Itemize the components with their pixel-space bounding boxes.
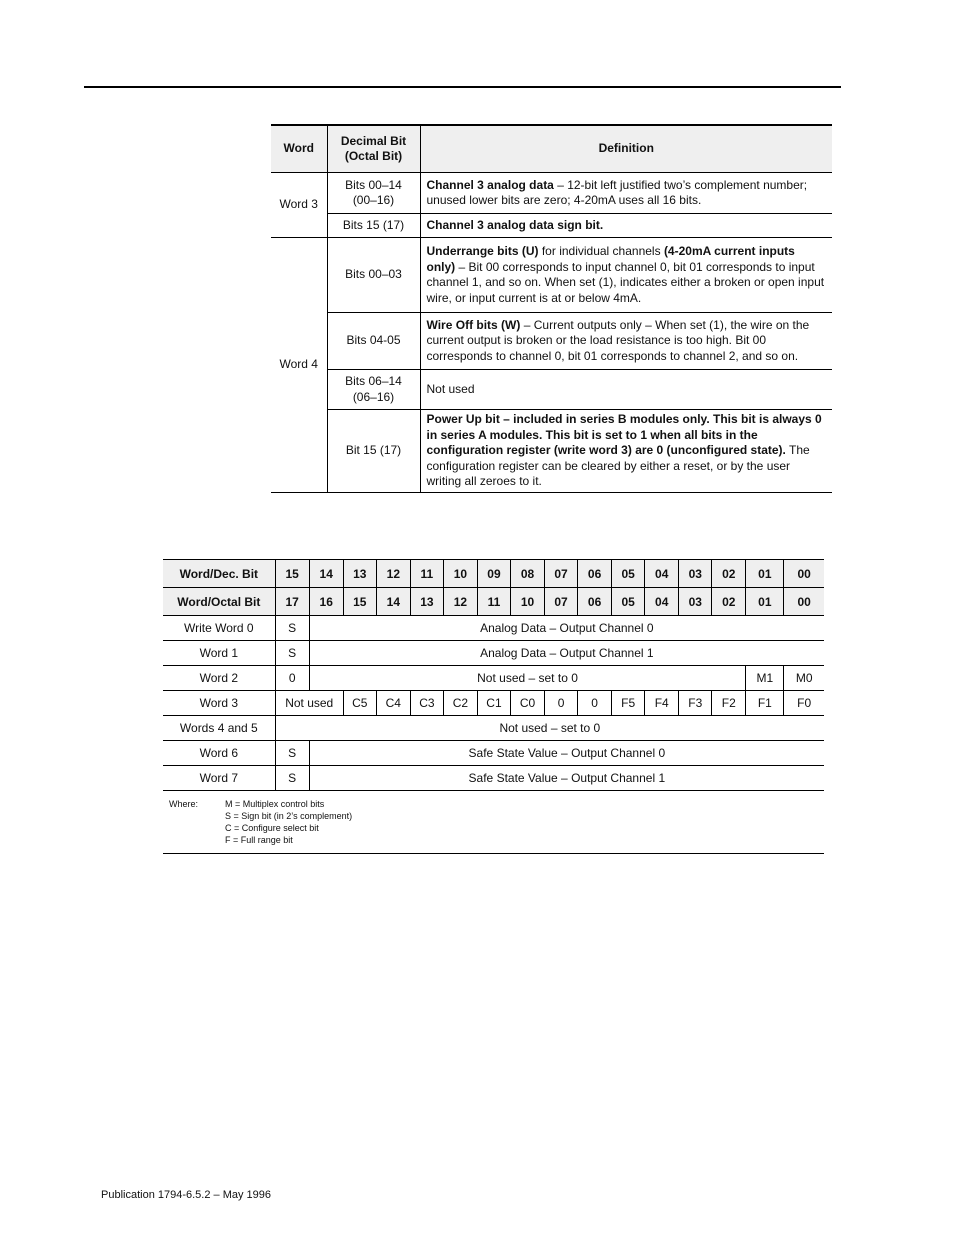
word3-def-a: [420, 173, 832, 214]
word3-label: Word 3: [271, 173, 327, 238]
word3-bit-cell: F3: [679, 691, 712, 716]
table-row: [163, 741, 824, 766]
header-bit: Decimal Bit (Octal Bit): [327, 125, 420, 173]
word2-bit15: 0: [275, 666, 309, 691]
octal-bit-cell: 00: [784, 588, 824, 616]
words45-data: Not used – set to 0: [275, 716, 824, 741]
decimal-bit-cell: 02: [712, 560, 746, 588]
table-row: [271, 410, 832, 493]
table-row: [271, 370, 832, 410]
table-row: [271, 214, 832, 238]
table-row: [271, 238, 832, 313]
table-row: [163, 616, 824, 641]
word3-bit-cell: F5: [612, 691, 645, 716]
word3-bit-cell: C2: [443, 691, 477, 716]
word3-def-a-bold: Channel 3 analog data: [426, 177, 554, 192]
word4-label: Word 4: [271, 238, 327, 493]
words45-label: Words 4 and 5: [163, 716, 275, 741]
decimal-bit-header-row: [163, 560, 824, 588]
write-word-bit-table: [163, 559, 824, 791]
table-row: [163, 766, 824, 791]
write-word0-label: Write Word 0: [163, 616, 275, 641]
word6-sign: S: [275, 741, 309, 766]
octal-bit-header-row: [163, 588, 824, 616]
word4-def-a-bold1: Underrange bits (U): [426, 244, 539, 258]
decimal-bit-cell: 08: [510, 560, 544, 588]
octal-bit-cell: 04: [645, 588, 679, 616]
word2-m1: M1: [746, 666, 784, 691]
word-definitions-table: [271, 124, 832, 493]
header-word: Word: [271, 125, 327, 173]
word3-bit-cell: C0: [510, 691, 544, 716]
octal-bit-cell: 11: [477, 588, 510, 616]
word3-bit-cell: F1: [746, 691, 784, 716]
word2-data: Not used – set to 0: [309, 666, 746, 691]
decimal-bit-cell: 10: [443, 560, 477, 588]
legend-item: M = Multiplex control bits: [225, 799, 325, 809]
legend-item: F = Full range bit: [225, 835, 293, 845]
word6-data: Safe State Value – Output Channel 0: [309, 741, 824, 766]
octal-bit-cell: 01: [746, 588, 784, 616]
word4-def-b: [420, 313, 832, 370]
word4-bits-a: Bits 00–03: [327, 238, 420, 313]
bit-legend: [163, 797, 824, 854]
decimal-bit-cell: 00: [784, 560, 824, 588]
word4-def-b-bold: Wire Off bits (W): [426, 317, 521, 332]
word3-bit-cell: 0: [578, 691, 612, 716]
octal-bit-cell: 16: [309, 588, 343, 616]
word4-bits-d: Bit 15 (17): [327, 410, 420, 493]
word2-m0: M0: [784, 666, 824, 691]
decimal-bit-cell: 05: [612, 560, 645, 588]
table-row: [163, 691, 824, 716]
oct-bit-label: Word/Octal Bit: [163, 588, 275, 616]
octal-bit-cell: 03: [679, 588, 712, 616]
octal-bit-cell: 05: [612, 588, 645, 616]
decimal-bit-cell: 12: [376, 560, 410, 588]
word3-def-b: [420, 214, 832, 238]
table-row: [163, 641, 824, 666]
word1-label: Word 1: [163, 641, 275, 666]
octal-bit-cell: 15: [343, 588, 376, 616]
word7-data: Safe State Value – Output Channel 1: [309, 766, 824, 791]
word3-bit-cell: C4: [376, 691, 410, 716]
decimal-bit-cell: 13: [343, 560, 376, 588]
decimal-bit-cell: 11: [410, 560, 443, 588]
table-row: [271, 313, 832, 370]
word4-def-c: Not used: [420, 370, 832, 410]
word6-label: Word 6: [163, 741, 275, 766]
table-row: [271, 173, 832, 214]
octal-bit-cell: 12: [443, 588, 477, 616]
word4-def-b-text: – Current outputs only – When set (1), the wire on the current output is broken or the load resistance is too high. Bit 00 corresponds to channel 0, bit 01 corresponds to channel 2, and so on.: [426, 317, 810, 363]
word3-bit-cell: F0: [784, 691, 824, 716]
word3-bit-cell: C3: [410, 691, 443, 716]
word7-label: Word 7: [163, 766, 275, 791]
definitions-header-row: [271, 125, 832, 173]
decimal-bit-cell: 09: [477, 560, 510, 588]
legend-items: [225, 798, 352, 846]
word3-bits-b: Bits 15 (17): [327, 214, 420, 238]
word3-bit-cell: 0: [545, 691, 578, 716]
word4-bits-c: Bits 06–14 (06–16): [327, 370, 420, 410]
decimal-bit-cell: 04: [645, 560, 679, 588]
word3-bit-cell: F4: [645, 691, 679, 716]
word2-label: Word 2: [163, 666, 275, 691]
decimal-bit-cell: 15: [275, 560, 309, 588]
legend-item: S = Sign bit (in 2’s complement): [225, 811, 353, 821]
legend-where-label: Where:: [169, 799, 199, 809]
word3-label: Word 3: [163, 691, 275, 716]
word4-def-a-text1: for individual channels: [538, 244, 664, 258]
octal-bit-cell: 14: [376, 588, 410, 616]
word3-bit-cell: F2: [712, 691, 746, 716]
octal-bit-cell: 07: [545, 588, 578, 616]
word3-bits-a: Bits 00–14 (00–16): [327, 173, 420, 214]
word7-sign: S: [275, 766, 309, 791]
decimal-bit-cell: 01: [746, 560, 784, 588]
word4-def-a-bold2: (4-20mA current inputs only): [426, 244, 795, 274]
word4-def-d-bold: Power Up bit – included in series B modules only. This bit is always 0 in series A modules. This bit is set to 1 when all bits in the configuration register (write word 3) are 0 (unconfigured state).: [426, 412, 822, 457]
decimal-bit-cell: 03: [679, 560, 712, 588]
octal-bit-cell: 10: [510, 588, 544, 616]
word3-not-used: Not used: [275, 691, 343, 716]
legend-item: C = Configure select bit: [225, 823, 319, 833]
word4-def-a-text2: – Bit 00 corresponds to input channel 0, bit 01 corresponds to input channel 1, and so on. When set (1), indicates either a broken or open input wire, or input current is at or below 4mA.: [426, 259, 825, 305]
table-row: [163, 666, 824, 691]
publication-footer: Publication 1794-6.5.2 – May 1996: [101, 1189, 272, 1201]
table-row: [163, 716, 824, 741]
write-word0-sign: S: [275, 616, 309, 641]
word3-bit-cell: C5: [343, 691, 376, 716]
word3-bit-cell: C1: [477, 691, 510, 716]
octal-bit-cell: 13: [410, 588, 443, 616]
write-word0-data: Analog Data – Output Channel 0: [309, 616, 824, 641]
word3-def-a-text: – 12-bit left justified two’s complement number; unused lower bits are zero; 4-20mA uses all 16 bits.: [426, 177, 808, 207]
word1-data: Analog Data – Output Channel 1: [309, 641, 824, 666]
decimal-bit-cell: 06: [578, 560, 612, 588]
header-definition: Definition: [420, 125, 832, 173]
decimal-bit-cell: 07: [545, 560, 578, 588]
word4-def-d: [420, 410, 832, 493]
decimal-bit-cell: 14: [309, 560, 343, 588]
word4-def-a: [420, 238, 832, 313]
word4-def-d-text: The configuration register can be cleared by either a reset, or by the user writing all zeroes to it.: [426, 443, 810, 488]
octal-bit-cell: 02: [712, 588, 746, 616]
octal-bit-cell: 17: [275, 588, 309, 616]
word1-sign: S: [275, 641, 309, 666]
top-rule: [84, 86, 841, 88]
octal-bit-cell: 06: [578, 588, 612, 616]
word4-bits-b: Bits 04-05: [327, 313, 420, 370]
word3-def-b-bold: Channel 3 analog data sign bit.: [426, 217, 604, 232]
dec-bit-label: Word/Dec. Bit: [163, 560, 275, 588]
